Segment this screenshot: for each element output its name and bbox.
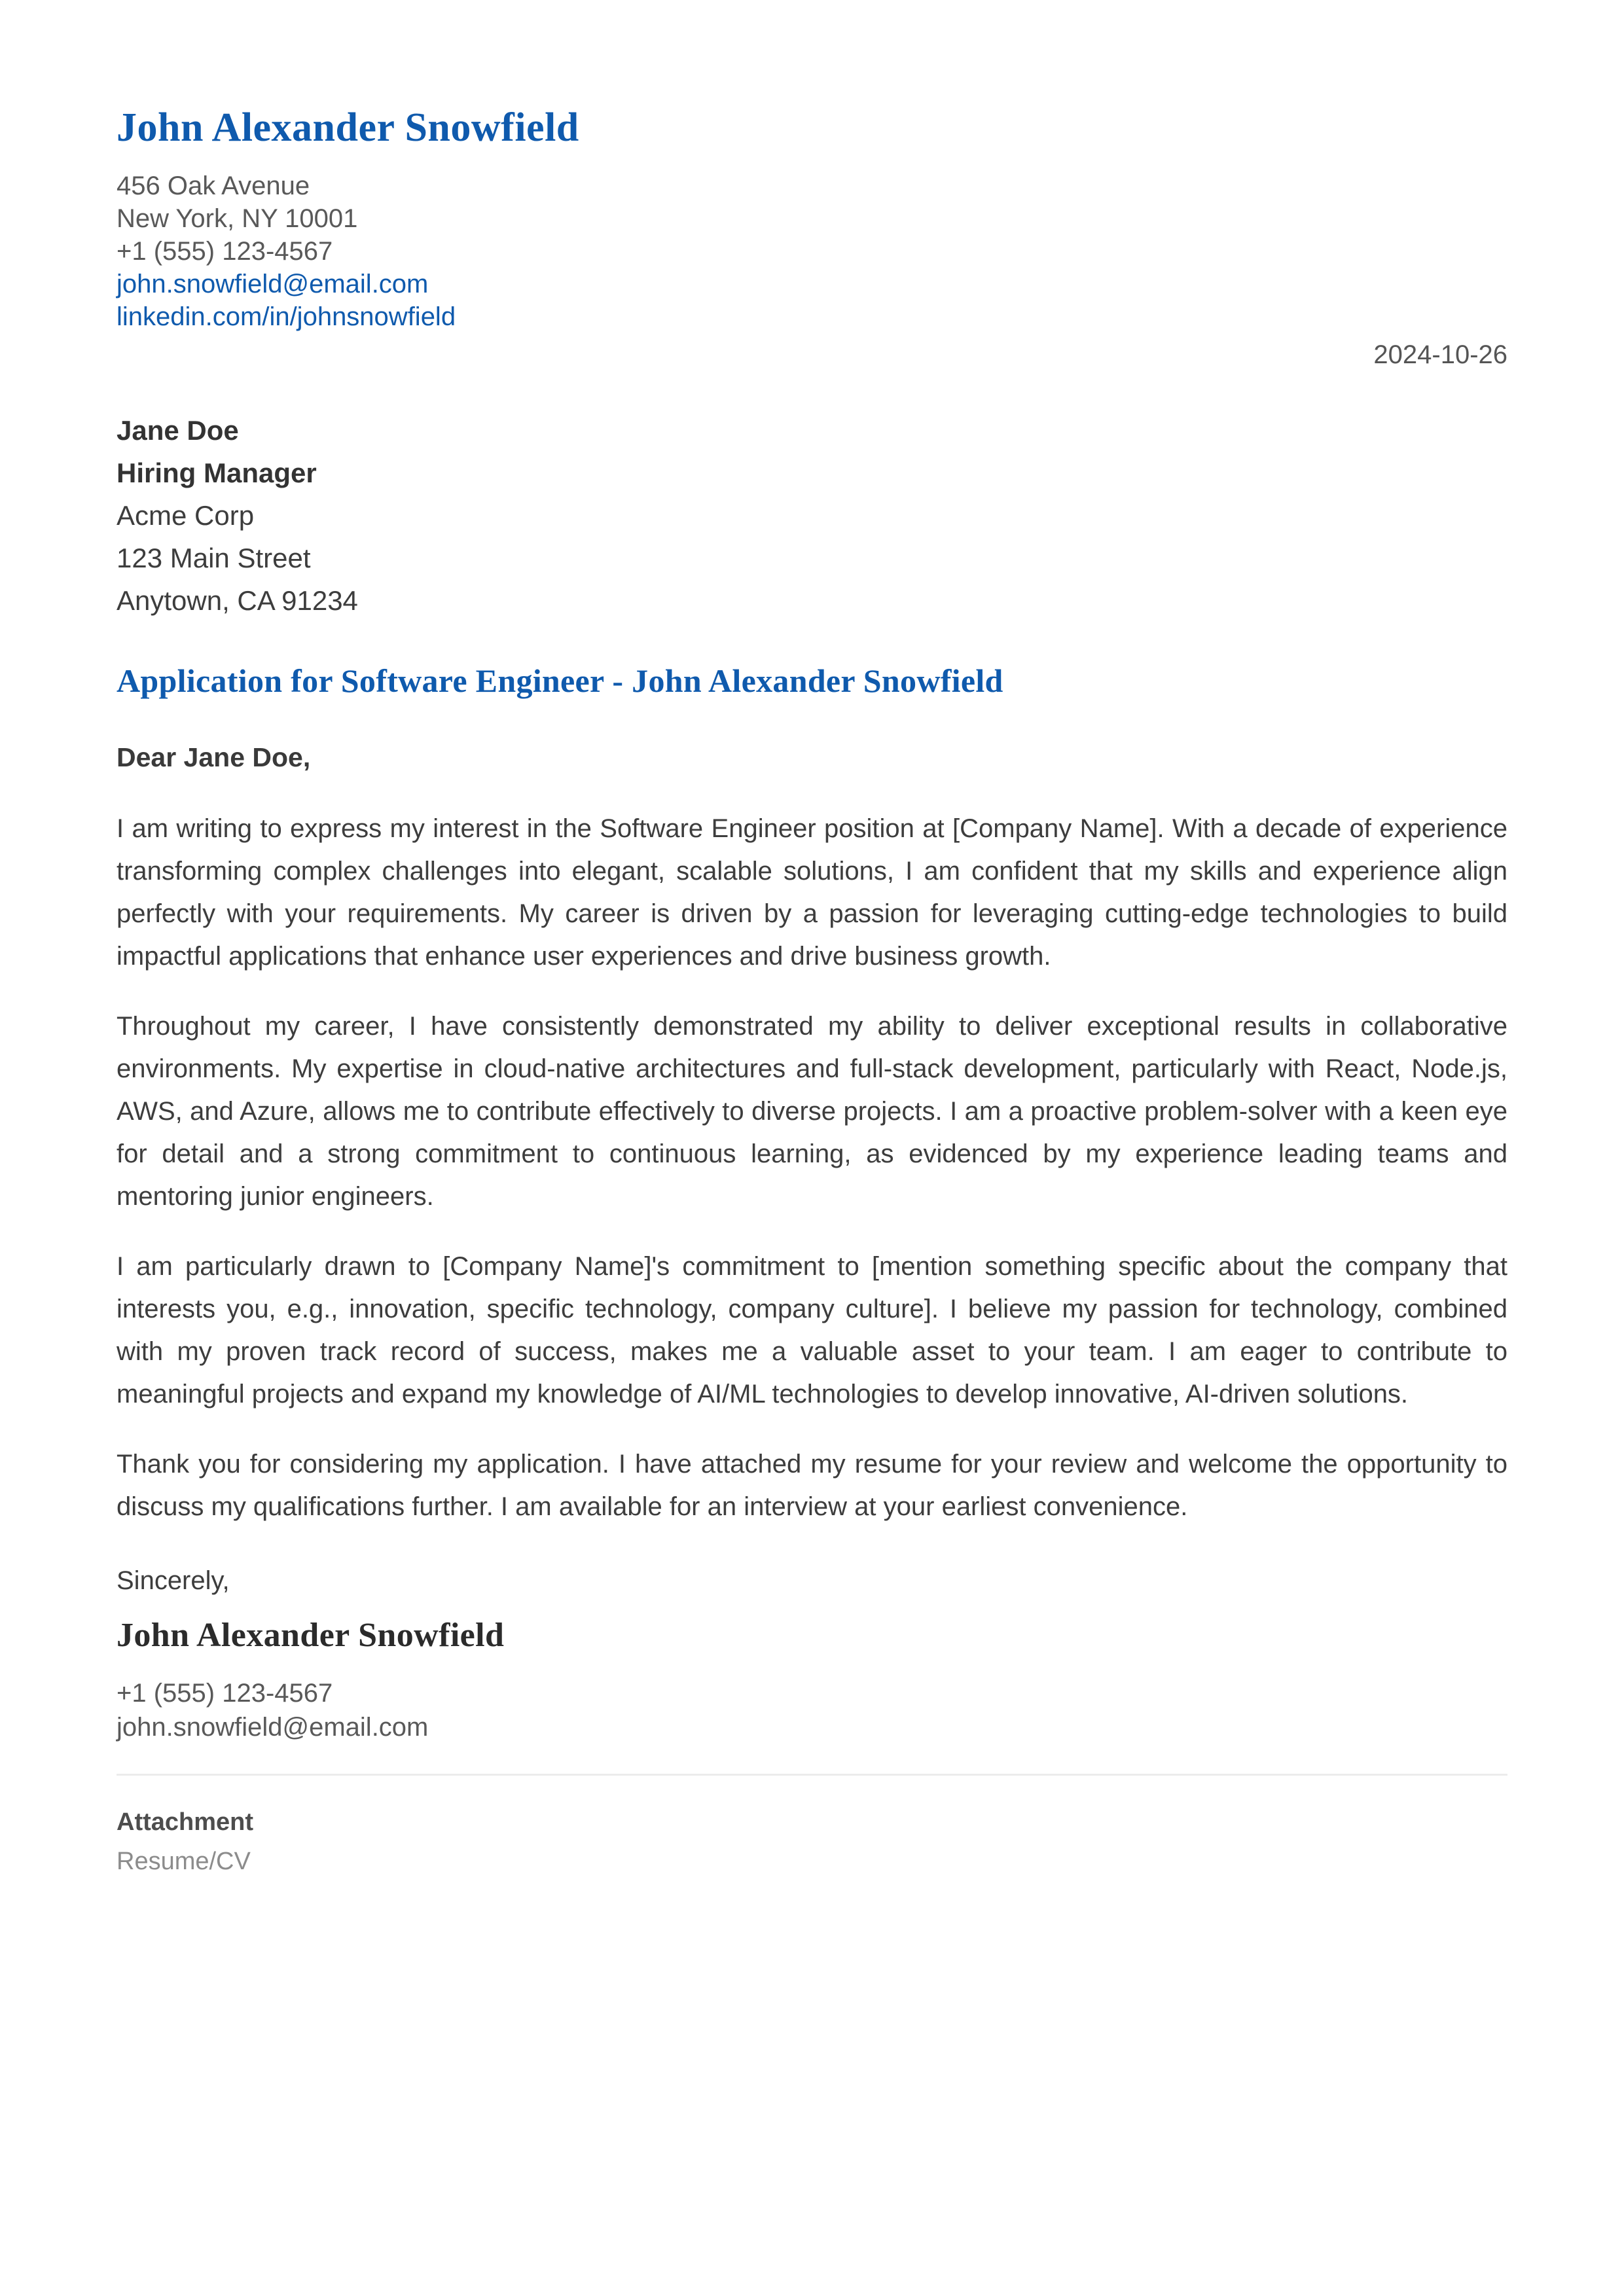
sender-email-link[interactable]: john.snowfield@email.com xyxy=(117,270,429,299)
sender-phone: +1 (555) 123-4567 xyxy=(117,237,333,266)
signature-name: John Alexander Snowfield xyxy=(117,1617,505,1655)
signature-phone: +1 (555) 123-4567 xyxy=(117,1678,333,1708)
letter-body xyxy=(117,808,1507,1528)
recipient-company: Acme Corp xyxy=(117,500,255,531)
recipient-address-line1: 123 Main Street xyxy=(117,543,311,574)
sender-linkedin-link[interactable]: linkedin.com/in/johnsnowfield xyxy=(117,302,456,332)
sender-address-line2: New York, NY 10001 xyxy=(117,204,358,234)
sender-contact-block xyxy=(117,170,1507,333)
signature-email: john.snowfield@email.com xyxy=(117,1712,429,1742)
body-paragraph-1: I am writing to express my interest in the Software Engineer position at [Company Name]. With a decade of experience transforming complex challenges into elegant, scalable solutions, I am confident that my skills and experience align perfectly with your requirements. My career is driven by a passion for leveraging cutting-edge technologies to build impactful applications that enhance user experiences and drive business growth. xyxy=(117,814,1507,971)
recipient-title: Hiring Manager xyxy=(117,457,317,489)
subject-line: Application for Software Engineer - John Alexander Snowfield xyxy=(117,662,1003,700)
recipient-block xyxy=(117,409,1507,622)
salutation: Dear Jane Doe, xyxy=(117,742,311,773)
attachment-divider xyxy=(117,1774,1507,1776)
sender-name: John Alexander Snowfield xyxy=(117,105,579,150)
recipient-name: Jane Doe xyxy=(117,415,239,446)
attachment-label: Attachment xyxy=(117,1808,254,1836)
body-paragraph-3: I am particularly drawn to [Company Name]'s commitment to [mention something specific about the company that interests you, e.g., innovation, specific technology, company culture]. I believe my passion for technology, combined with my proven track record of success, makes me a valuable asset to your team. I am eager to contribute to meaningful projects and expand my knowledge of AI/ML technologies to develop innovative, AI-driven solutions. xyxy=(117,1252,1507,1409)
closing-word: Sincerely, xyxy=(117,1566,230,1596)
sender-header xyxy=(117,105,1507,333)
body-paragraph-4: Thank you for considering my application. I have attached my resume for your review and welcome the opportunity to discuss my qualifications further. I am available for an interview at your earliest convenience. xyxy=(117,1450,1507,1522)
letter-date: 2024-10-26 xyxy=(1373,340,1507,370)
attachment-value: Resume/CV xyxy=(117,1847,251,1875)
recipient-address-line2: Anytown, CA 91234 xyxy=(117,585,358,617)
sender-address-line1: 456 Oak Avenue xyxy=(117,171,310,201)
signature-contact-block xyxy=(117,1676,1507,1744)
body-paragraph-2: Throughout my career, I have consistently demonstrated my ability to deliver exceptional results in collaborative environments. My expertise in cloud-native architectures and full-stack development, particularly with React, Node.js, AWS, and Azure, allows me to contribute effectively to diverse projects. I am a proactive problem-solver with a keen eye for detail and a strong commitment to continuous learning, as evidenced by my experience leading teams and mentoring junior engineers. xyxy=(117,1012,1507,1211)
